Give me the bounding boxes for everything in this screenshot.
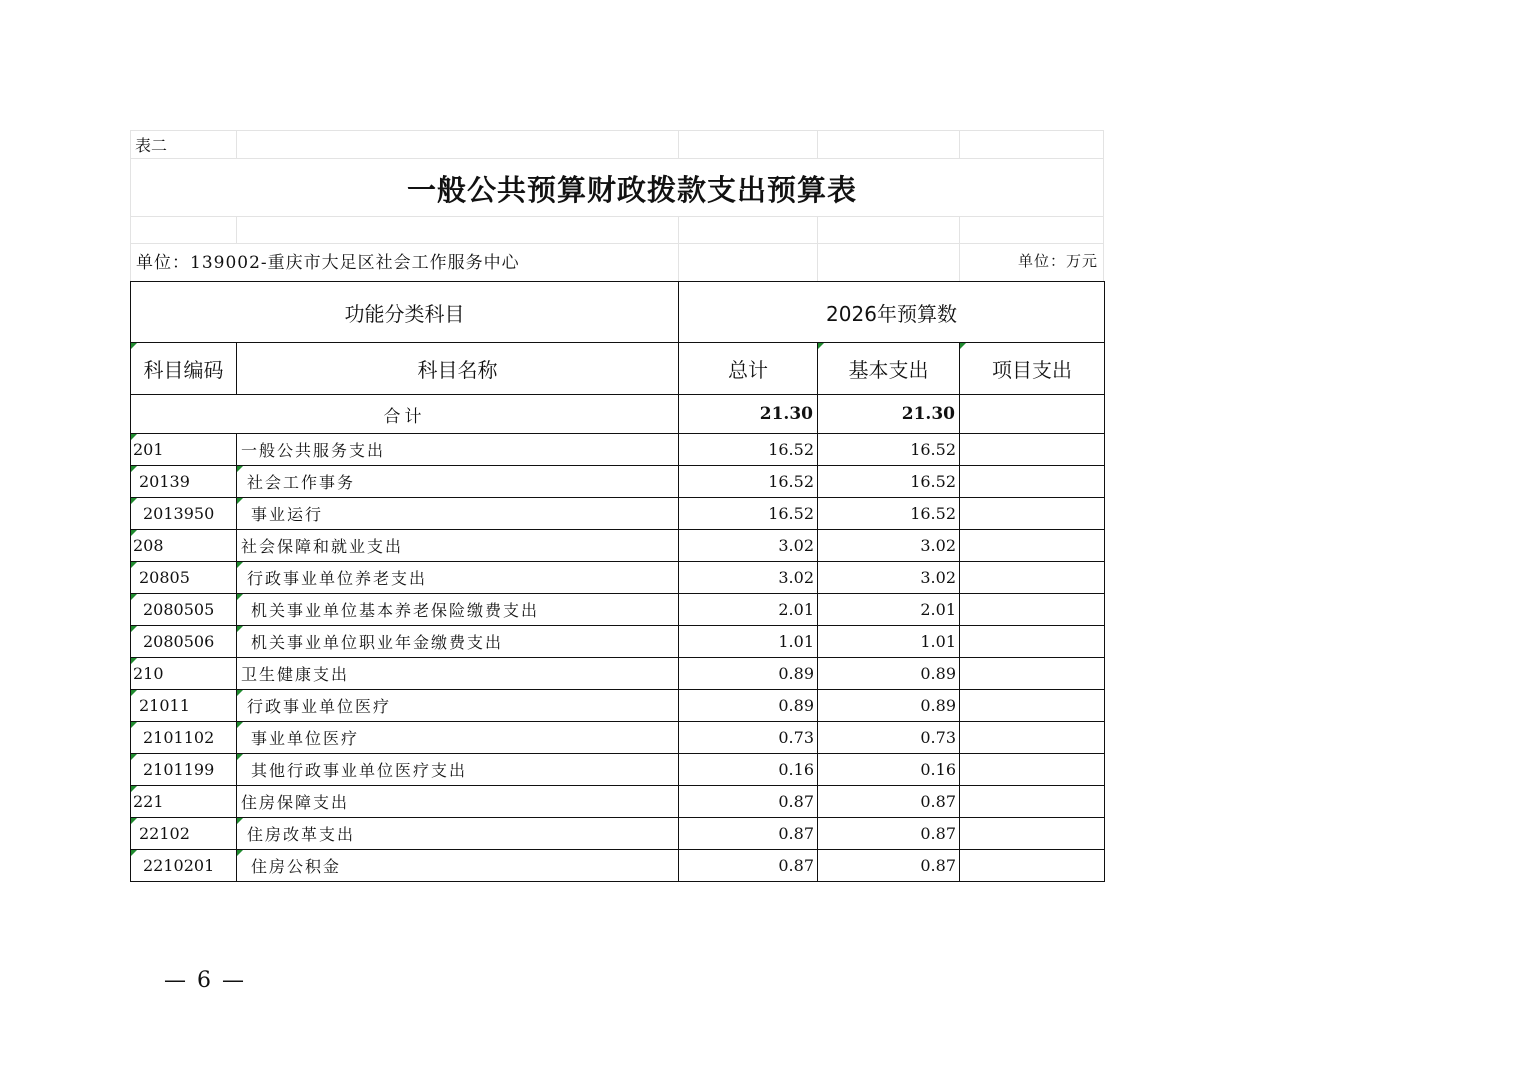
row-code: 20805	[131, 562, 237, 594]
budget-sheet	[130, 130, 1104, 882]
row-basic: 2.01	[818, 594, 960, 626]
comment-marker-icon	[131, 594, 137, 600]
gridline	[236, 130, 237, 158]
table-row	[131, 818, 1105, 850]
table-row	[131, 850, 1105, 882]
row-basic: 1.01	[818, 626, 960, 658]
header-budget-year: 2026年预算数	[679, 282, 1105, 343]
total-label: 合计	[131, 395, 679, 434]
row-basic: 3.02	[818, 562, 960, 594]
table-row	[131, 626, 1105, 658]
comment-marker-icon	[131, 343, 137, 349]
comment-marker-icon	[237, 562, 243, 568]
gridline	[130, 216, 1104, 217]
row-project	[960, 786, 1105, 818]
header-name: 科目名称	[237, 343, 679, 395]
table-row	[131, 498, 1105, 530]
table-row	[131, 562, 1105, 594]
table-row	[131, 594, 1105, 626]
table-row	[131, 786, 1105, 818]
comment-marker-icon	[131, 562, 137, 568]
comment-marker-icon	[237, 818, 243, 824]
row-basic: 16.52	[818, 434, 960, 466]
comment-marker-icon	[237, 626, 243, 632]
row-total: 3.02	[679, 530, 818, 562]
row-name: 行政事业单位医疗	[237, 690, 679, 722]
row-total: 0.89	[679, 658, 818, 690]
gridline	[130, 243, 1104, 244]
row-code: 22102	[131, 818, 237, 850]
header-project: 项目支出	[960, 343, 1105, 395]
gridline	[678, 130, 679, 158]
comment-marker-icon	[131, 530, 137, 536]
table-row	[131, 658, 1105, 690]
gridline	[130, 158, 1104, 159]
row-project	[960, 850, 1105, 882]
row-project	[960, 658, 1105, 690]
row-name: 机关事业单位职业年金缴费支出	[237, 626, 679, 658]
row-code: 208	[131, 530, 237, 562]
row-project	[960, 722, 1105, 754]
budget-table	[130, 281, 1105, 882]
comment-marker-icon	[237, 850, 243, 856]
row-total: 0.87	[679, 850, 818, 882]
row-basic: 0.89	[818, 658, 960, 690]
table-body	[131, 434, 1105, 882]
comment-marker-icon	[131, 754, 137, 760]
row-code: 2210201	[131, 850, 237, 882]
sheet-header-area	[130, 130, 1104, 281]
comment-marker-icon	[131, 850, 137, 856]
row-project	[960, 434, 1105, 466]
comment-marker-icon	[237, 690, 243, 696]
comment-marker-icon	[131, 626, 137, 632]
comment-marker-icon	[131, 466, 137, 472]
total-project	[960, 395, 1105, 434]
table-label: 表二	[135, 136, 168, 155]
row-code: 21011	[131, 690, 237, 722]
row-basic: 0.87	[818, 786, 960, 818]
gridline	[236, 216, 237, 243]
row-code: 221	[131, 786, 237, 818]
row-code: 2080505	[131, 594, 237, 626]
row-name: 住房保障支出	[237, 786, 679, 818]
row-name: 社会保障和就业支出	[237, 530, 679, 562]
row-project	[960, 690, 1105, 722]
gridline	[959, 130, 960, 158]
comment-marker-icon	[237, 722, 243, 728]
row-project	[960, 530, 1105, 562]
comment-marker-icon	[237, 754, 243, 760]
comment-marker-icon	[237, 594, 243, 600]
row-basic: 0.73	[818, 722, 960, 754]
row-basic: 16.52	[818, 498, 960, 530]
page-number: — 6 —	[164, 968, 246, 993]
row-code: 2101199	[131, 754, 237, 786]
row-basic: 0.89	[818, 690, 960, 722]
table-row	[131, 754, 1105, 786]
comment-marker-icon	[131, 658, 137, 664]
row-total: 3.02	[679, 562, 818, 594]
comment-marker-icon	[960, 343, 966, 349]
row-total: 1.01	[679, 626, 818, 658]
row-total: 16.52	[679, 466, 818, 498]
comment-marker-icon	[131, 498, 137, 504]
row-project	[960, 818, 1105, 850]
row-name: 一般公共服务支出	[237, 434, 679, 466]
comment-marker-icon	[131, 722, 137, 728]
gridline	[817, 216, 818, 281]
comment-marker-icon	[131, 690, 137, 696]
row-code: 20139	[131, 466, 237, 498]
row-total: 16.52	[679, 434, 818, 466]
row-basic: 16.52	[818, 466, 960, 498]
comment-marker-icon	[237, 498, 243, 504]
gridline	[678, 216, 679, 281]
comment-marker-icon	[818, 343, 824, 349]
header-total: 总计	[679, 343, 818, 395]
unit-organization: 单位：139002-重庆市大足区社会工作服务中心	[136, 253, 520, 273]
row-name: 其他行政事业单位医疗支出	[237, 754, 679, 786]
page-title: 一般公共预算财政拨款支出预算表	[406, 173, 857, 207]
table-row	[131, 722, 1105, 754]
comment-marker-icon	[237, 466, 243, 472]
table-row	[131, 690, 1105, 722]
row-name: 住房公积金	[237, 850, 679, 882]
row-total: 0.16	[679, 754, 818, 786]
total-total: 21.30	[679, 395, 818, 434]
row-total: 2.01	[679, 594, 818, 626]
header-code: 科目编码	[131, 343, 237, 395]
row-project	[960, 754, 1105, 786]
row-basic: 0.87	[818, 850, 960, 882]
row-name: 事业单位医疗	[237, 722, 679, 754]
row-project	[960, 498, 1105, 530]
header-row-1	[131, 282, 1105, 343]
gridline	[130, 130, 1104, 131]
row-name: 行政事业单位养老支出	[237, 562, 679, 594]
header-basic: 基本支出	[818, 343, 960, 395]
comment-marker-icon	[131, 786, 137, 792]
total-row	[131, 395, 1105, 434]
row-basic: 3.02	[818, 530, 960, 562]
row-project	[960, 466, 1105, 498]
row-name: 卫生健康支出	[237, 658, 679, 690]
comment-marker-icon	[131, 434, 137, 440]
row-code: 2013950	[131, 498, 237, 530]
table-row	[131, 434, 1105, 466]
row-name: 住房改革支出	[237, 818, 679, 850]
row-code: 2080506	[131, 626, 237, 658]
row-project	[960, 594, 1105, 626]
table-row	[131, 466, 1105, 498]
unit-currency: 单位：万元	[1017, 252, 1098, 270]
row-basic: 0.16	[818, 754, 960, 786]
row-basic: 0.87	[818, 818, 960, 850]
gridline	[959, 216, 960, 281]
row-code: 201	[131, 434, 237, 466]
row-code: 210	[131, 658, 237, 690]
row-name: 机关事业单位基本养老保险缴费支出	[237, 594, 679, 626]
row-name: 事业运行	[237, 498, 679, 530]
total-basic: 21.30	[818, 395, 960, 434]
row-total: 0.87	[679, 786, 818, 818]
header-func-category: 功能分类科目	[131, 282, 679, 343]
row-project	[960, 562, 1105, 594]
comment-marker-icon	[131, 818, 137, 824]
row-total: 0.89	[679, 690, 818, 722]
gridline	[817, 130, 818, 158]
table-row	[131, 530, 1105, 562]
row-total: 0.73	[679, 722, 818, 754]
row-total: 0.87	[679, 818, 818, 850]
row-code: 2101102	[131, 722, 237, 754]
row-total: 16.52	[679, 498, 818, 530]
row-project	[960, 626, 1105, 658]
row-name: 社会工作事务	[237, 466, 679, 498]
header-row-2	[131, 343, 1105, 395]
